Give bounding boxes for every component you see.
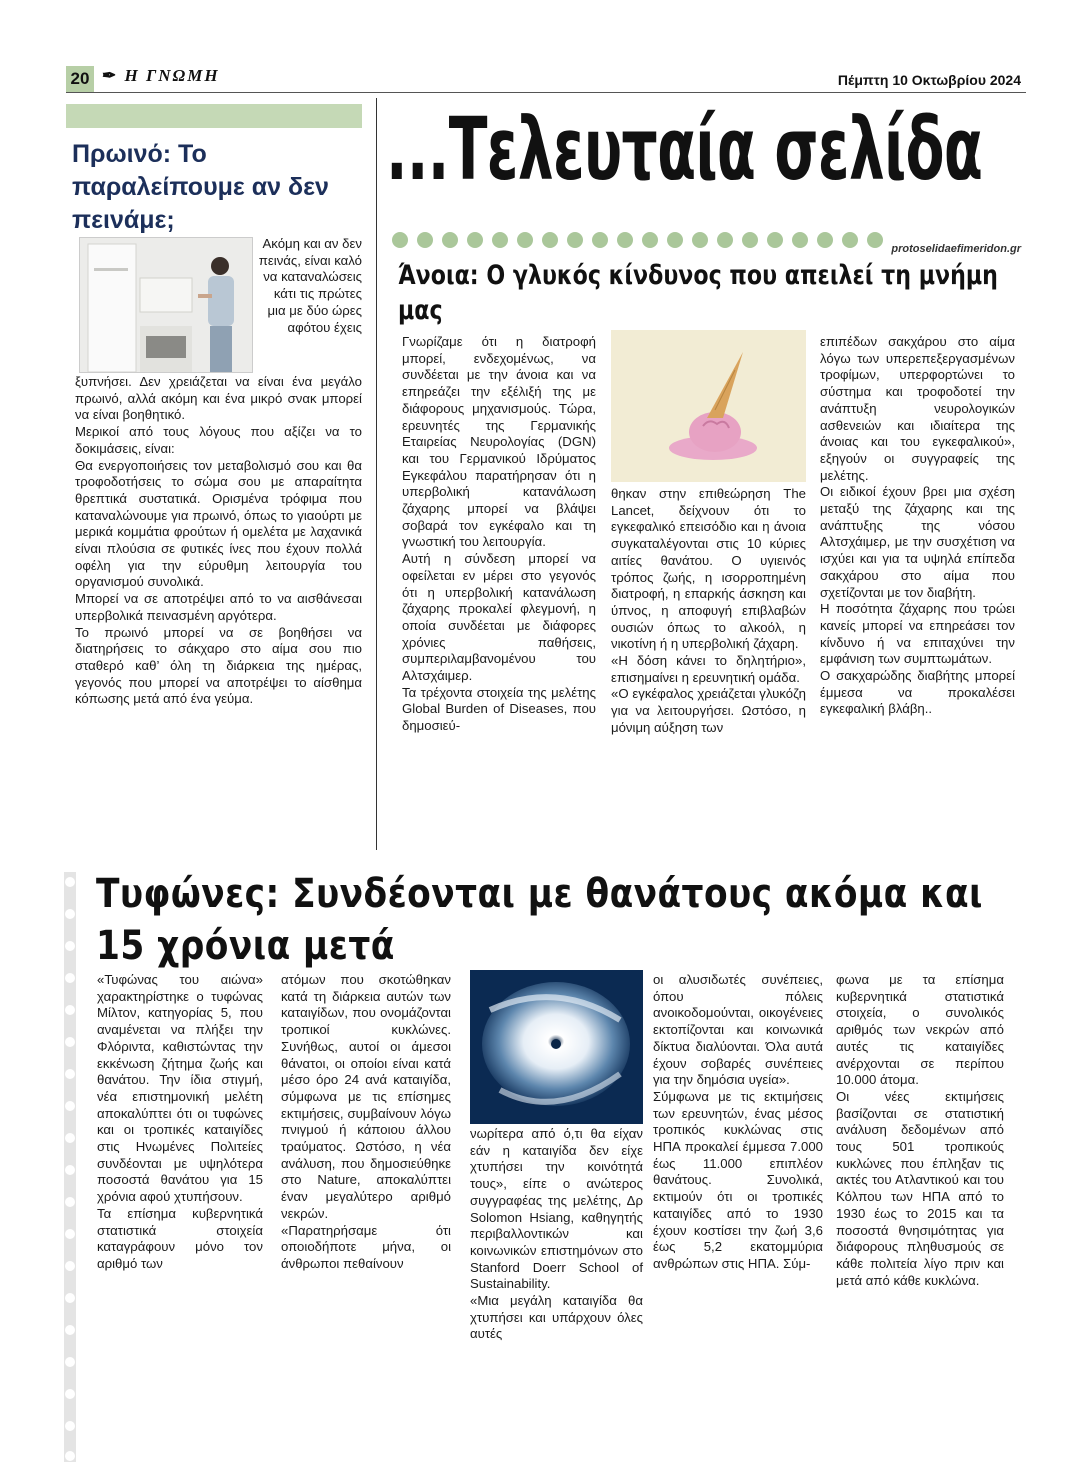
quill-icon: ✒: [102, 66, 119, 85]
hurricanes-column-2: ατόμων που σκοτώθηκαν κατά τη διάρκεια αυτών των καταιγίδων, που ονομάζονται τροπικοί κυκλώνες. Συνήθως, αυτοί οι άμεσοι θάνατοι, οι οποίοι είναι κατά μέσο όρο 24 ανά καταιγίδα, σύμφωνα με τις επίσημες εκτιμήσεις, συμβαίνουν λόγω πνιγμού ή κάποιου άλλου τραύματος. Ωστόσο, η νέα ανάλυση, που δημοσιεύθηκε στο Nature, αποκαλύπτει έναν μεγαλύτερο αριθμό νεκρών. «Παρατηρήσαμε ότι οποιοδήποτε μήνα, οι άνθρωποι πεθαίνουν: [281, 972, 451, 1271]
issue-date: Πέμπτη 10 Οκτωβρίου 2024: [837, 72, 1021, 88]
hurricanes-headline: Τυφώνες: Συνδέονται με θανάτους ακόμα και 15 χρόνια μετά: [96, 871, 983, 969]
dementia-headline: Άνοια: Ο γλυκός κίνδυνος που απειλεί τη μνήμη μας: [398, 260, 998, 326]
source-watermark: protoselidaefimeridon.gr: [891, 243, 1021, 255]
dementia-column-1: Γνωρίζαμε ότι η διατροφή μπορεί, ενδεχομένως, να συνδέεται με την άνοια και να επηρεάζει την εξέλιξή της με διάφορους μηχανισμούς. Τώρα, ερευνητές της Γερμανικής Εταιρείας Νευρολογίας (DGN) και του Γερμανικού Ιδρύματος Εγκεφάλου παρατήρησαν ότι η υπερβολική κατανάλωση ζάχαρης μπορεί να βλάψει σοβαρά τον εγκέφαλο και τη γνωστική του λειτουργία. Αυτή η σύνδεση μπορεί να οφείλεται εν μέρει στο γεγονός ότι η υπερβολική κατανάλωση ζάχαρης προκαλεί φλεγμονή, η οποία συνδέεται με διάφορες χρόνιες παθήσεις, συμπεριλαμβανομένου του Αλτσχάιμερ. Τα τρέχοντα στοιχεία της μελέτης Global Burden of Diseases, που δημοσιεύ-: [402, 334, 596, 734]
page-number: 20: [66, 66, 94, 92]
section-title: ...Τελευταία σελίδα: [386, 100, 983, 200]
dementia-column-2: θηκαν στην επιθεώρηση The Lancet, δείχνουν ότι το εγκεφαλικό επεισόδιο και η άνοια συγκαταλέγονται στις 10 κύριες αιτίες θανάτου. Ο υγιεινός τρόπος ζωής, η ισορροπημένη διατροφή, η επαρκής άσκηση και ύπνος, η αποφυγή επιβλαβών ουσιών όπως το αλκοόλ, η νικοτίνη ή η υπερβολική ζάχαρη. «Η δόση κάνει το δηλητήριο», επισημαίνει η ερευνητική ομάδα. «Ο εγκέφαλος χρειάζεται γλυκόζη για να λειτουργήσει. Ωστόσο, η μόνιμη αύξηση των: [611, 486, 806, 735]
hurricanes-column-4: οι αλυσιδωτές συνέπειες, όπου πόλεις ανοικοδομούνται, οικογένειες εκτοπίζονται και κοινωνικά δίκτυα διαλύονται. Όλα αυτά έχουν σοβαρές συνέπειες για την δημόσια υγεία». Σύμφωνα με τις εκτιμήσεις των ερευνητών, ένας μέσος τροπικός κυκλώνας στις ΗΠΑ προκαλεί έμμεσα 7.000 έως 11.000 επιπλέον θανάτους. Συνολικά, εκτιμούν ότι οι τροπικές καταιγίδες από το 1930 έχουν κοστίσει την ζωή 3,6 έως 5,2 εκατομμύρια ανθρώπων στις ΗΠΑ. Σύμ-: [653, 972, 823, 1271]
melting-icecream-photo: [611, 330, 806, 482]
dotted-divider: [392, 232, 883, 250]
masthead-title: Η ΓΝΩΜΗ: [124, 66, 220, 85]
hurricanes-column-1: «Τυφώνας του αιώνα» χαρακτηρίστηκε ο τυφώνας Μίλτον, κατηγορίας 5, που αναμένεται να πλήξει την Φλόριντα, καθιστώντας την εκκένωση ζήτημα ζωής και θανάτου. Την ίδια στιγμή, νέα επιστημονική μελέτη αποκαλύπτει ότι οι τυφώνες και οι τροπικές καταιγίδες στις Ηνωμένες Πολιτείες συνδέονται με υψηλότερα ποσοστά θανάτου για 15 χρόνια αφού χτυπήσουν. Τα επίσημα κυβερνητικά στατιστικά στοιχεία καταγράφουν μόνο τον αριθμό των: [97, 972, 263, 1271]
breakfast-body: ξυπνήσει. Δεν χρειάζεται να είναι ένα μεγάλο πρωινό, αλλά ακόμη και ένα μικρό σνακ μπορεί να είναι βοηθητικό. Μερικοί από τους λόγους που αξίζει να το δοκιμάσεις, είναι: Θα ενεργοποιήσεις τον μεταβολισμό σου και θα τροφοδοτήσεις το σώμα σου με απαραίτητα θρεπτικά συστατικά. Ορισμένα τρόφιμα που καταναλώνουμε για πρωινό, όπως το γιαούρτι με μερικά κομμάτια φρούτων ή ομελέτα με λαχανικά είναι πλούσια σε φυτικές ίνες που έχουν πολλά οφέλη για την εύρυθμη λειτουργία του οργανισμού συνολικά. Μπορεί να σε αποτρέψει από το να αισθάνεσαι υπερβολικά πεινασμένη αργότερα. Το πρωινό μπορεί να σε βοηθήσει να διατηρήσεις το σάκχαρο στο αίμα σου πιο σταθερό καθ’ όλη τη διάρκεια της ημέρας, γεγονός που μπορεί να αποτρέψει το αίσθημα κόπωσης μετά από ένα γεύμα.: [75, 374, 362, 707]
newspaper-masthead: [102, 66, 220, 86]
breakfast-headline: Πρωινό: Το παραλείπουμε αν δεν πεινάμε;: [72, 140, 329, 234]
dementia-column-3: επιπέδων σακχάρου στο αίμα λόγω των υπερεπεξεργασμένων τροφίμων, υπερφορτώνει το σύστημα και τροφοδοτεί την ανάπτυξη νευρολογικών ασθενειών και ιδιαίτερα της άνοιας και του εγκεφαλικού», εξηγούν οι συγγραφείς της μελέτης. Οι ειδικοί έχουν βρει μια σχέση μεταξύ της ζάχαρης και της ανάπτυξης της νόσου Αλτσχάιμερ, με την συσχέτιση να ισχύει και για τα υψηλά επίπεδα σακχάρου στο αίμα που σχετίζονται με τον διαβήτη. Η ποσότητα ζάχαρης που τρώει κανείς μπορεί να επηρεάσει τον κίνδυνο ή να επιταχύνει την εμφάνιση των συμπτωμάτων. Ο σακχαρώδης διαβήτης μπορεί έμμεσα να προκαλέσει εγκεφαλική βλάβη..: [820, 334, 1015, 717]
breakfast-intro: Ακόμη και αν δεν πεινάς, είναι καλό να καταναλώσεις κάτι τις πρώτες μια με δύο ώρες αφότου έχεις: [258, 236, 362, 335]
film-strip-border: [64, 872, 76, 1462]
hurricane-satellite-photo: [470, 970, 643, 1124]
header-rule: [66, 92, 1026, 93]
kitchen-photo: [79, 237, 253, 373]
hurricanes-column-3: νωρίτερα από ό,τι θα είχαν εάν η καταιγίδα δεν είχε χτυπήσει την κοινότητά τους», είπε ο ανώτερος συγγραφέας της μελέτης, Δρ Solomon Hsiang, καθηγητής περιβαλλοντικών και κοινωνικών επιστημόνων στο Stanford Doerr School of Sustainability. «Μια μεγάλη καταιγίδα θα χτυπήσει και υπάρχουν όλες αυτές: [470, 1126, 643, 1342]
left-column-banner: [66, 104, 362, 128]
hurricanes-column-5: φωνα με τα επίσημα κυβερνητικά στατιστικά στοιχεία, ο συνολικός αριθμός των νεκρών από αυτές τις καταιγίδες ανέρχονται σε περίπου 10.000 άτομα. Οι νέες εκτιμήσεις βασίζονται σε στατιστική ανάλυση δεδομένων από τους 501 τροπικούς κυκλώνες που έπληξαν τις ακτές του Ατλαντικού και του Κόλπου των ΗΠΑ από το 1930 έως το 2015 και τα ποσοστά θνησιμότητας για διάφορους πληθυσμούς σε κάθε πολιτεία λίγο πριν και μετά από κάθε κυκλώνα.: [836, 972, 1004, 1288]
column-divider: [376, 98, 377, 850]
